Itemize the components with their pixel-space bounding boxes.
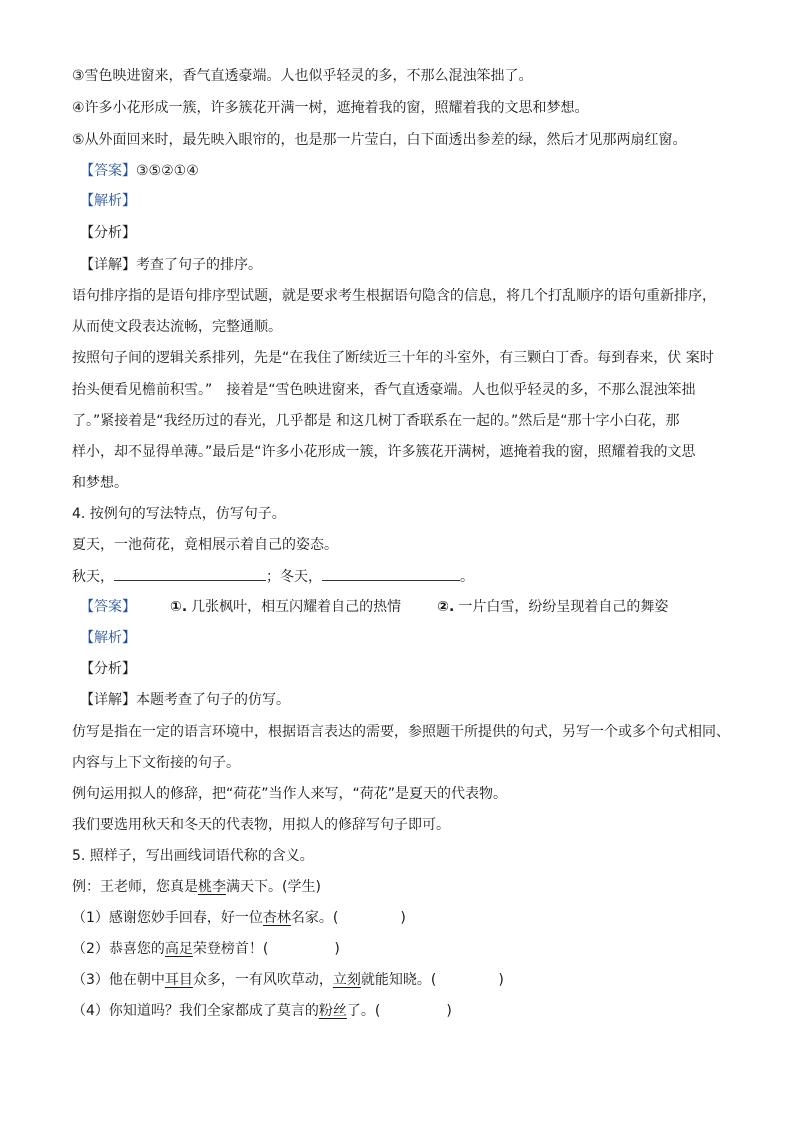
q4-blanks (72, 566, 474, 587)
q4-p1-line2: 内容与上下文衔接的句子。 (72, 755, 240, 771)
blank-autumn-label: 秋天， (72, 569, 114, 585)
detail-text: 本题考查了句子的仿写。 (136, 692, 290, 708)
item1-close: ) (400, 910, 406, 926)
answer1-number: ①. (170, 599, 188, 615)
example-post: 满天下。(学生) (226, 879, 321, 895)
blank-winter-line[interactable] (322, 566, 460, 581)
q3-detail (80, 255, 262, 275)
q3-p1-line1: 语句排序指的是语句排序型试题，就是要求考生根据语句隐含的信息，将几个打乱顺序的语句重新排序， (72, 288, 716, 304)
q4-p3: 我们要选用秋天和冬天的代表物，用拟人的修辞写句子即可。 (72, 817, 450, 833)
example-underlined: 桃李 (198, 879, 226, 895)
detail-tag: 【详解】 (80, 692, 136, 708)
blank-winter-label: ；冬天， (266, 569, 322, 585)
item3-mid: 众多，一有风吹草动， (192, 972, 333, 988)
item4-underlined: 粉丝 (318, 1003, 347, 1019)
item3-post: 就能知晓。( (360, 972, 437, 988)
q4-answer (80, 597, 668, 617)
item4-post: 了。( (346, 1003, 381, 1019)
q3-p2-line2: 抬头便看见檐前积雪。” 接着是“雪色映进窗来，香气直透豪端。人也似乎轻灵的多，不那么混浊笨拙 (72, 382, 696, 398)
detail-tag: 【详解】 (80, 257, 136, 273)
answer-tag: 【答案】 (80, 163, 136, 179)
q3-p2-line4: 样小，却不显得单薄。”最后是“许多小花形成一簇，许多簇花开满树，遮掩着我的窗，照耀着我的文思 (72, 444, 696, 460)
item4-pre: （4）你知道吗？我们全家都成了莫言的 (72, 1003, 319, 1019)
q3-p2-line3: 了。”紧接着是“我经历过的春光，几乎都是 和这几树丁香联系在一起的。”然后是“那十字小白花，那 (72, 413, 680, 429)
item3-underlined-2: 立刻 (332, 972, 361, 988)
item1-underlined: 杏林 (262, 910, 291, 926)
option-4: ④许多小花形成一簇，许多簇花开满一树，遮掩着我的窗，照耀着我的文思和梦想。 (72, 100, 589, 116)
item4-close: ) (446, 1003, 452, 1019)
item3-underlined: 耳目 (164, 972, 193, 988)
answer2-number: ②. (437, 599, 455, 615)
item2-pre: （2）恭喜您的 (72, 941, 165, 957)
item2-post: 荣登榜首！( (192, 941, 269, 957)
q4-example: 夏天，一池荷花，竟相展示着自己的姿态。 (72, 537, 338, 553)
q4-analysis-tag: 【解析】 (80, 630, 136, 646)
q4-fenxi-tag: 【分析】 (80, 661, 136, 677)
item2-underlined: 高足 (164, 941, 193, 957)
example-pre: 例：王老师，您真是 (72, 879, 198, 895)
answer1-text: 几张枫叶，相互闪耀着自己的热情 (191, 599, 402, 615)
q4-title: 4. 按例句的写法特点，仿写句子。 (72, 506, 286, 522)
item2-close: ) (334, 941, 340, 957)
answer-text: ③⑤②①④ (136, 163, 199, 179)
q5-item-3 (72, 970, 504, 990)
q5-item-1 (72, 908, 406, 928)
q5-example (72, 877, 321, 897)
q4-detail (80, 690, 290, 710)
item3-pre: （3）他在朝中 (72, 972, 165, 988)
detail-text: 考查了句子的排序。 (136, 257, 262, 273)
blank-end: 。 (460, 569, 474, 585)
q5-item-2 (72, 939, 340, 959)
q3-analysis-tag: 【解析】 (80, 193, 136, 209)
q4-p1-line1: 仿写是指在一定的语言环境中，根据语言表达的需要，参照题干所提供的句式，另写一个或多个句式相同、 (72, 724, 730, 740)
answer2-text: 一片白雪，纷纷呈现着自己的舞姿 (458, 599, 669, 615)
blank-autumn-line[interactable] (114, 566, 266, 581)
item3-close: ) (498, 972, 504, 988)
option-3: ③雪色映进窗来，香气直透豪端。人也似乎轻灵的多，不那么混浊笨拙了。 (72, 68, 533, 84)
q3-answer (80, 161, 199, 181)
option-5: ⑤从外面回来时，最先映入眼帘的，也是那一片莹白，白下面透出参差的绿，然后才见那两扇红窗。 (72, 132, 687, 148)
q3-p1-line2: 从而使文段表达流畅，完整通顺。 (72, 319, 282, 335)
q3-fenxi-tag: 【分析】 (80, 225, 136, 241)
q5-item-4 (72, 1001, 452, 1021)
answer-tag: 【答案】 (80, 599, 136, 615)
q4-p2: 例句运用拟人的修辞，把“荷花”当作人来写，“荷花”是夏天的代表物。 (72, 786, 508, 802)
q3-p2-line5: 和梦想。 (72, 475, 128, 491)
q5-title: 5. 照样子，写出画线词语代称的含义。 (72, 848, 314, 864)
q3-p2-line1: 按照句子间的逻辑关系排列，先是“在我住了断续近三十年的斗室外，有三颗白丁香。每到春来，伏 案时 (72, 350, 714, 366)
item1-pre: （1）感谢您妙手回春，好一位 (72, 910, 263, 926)
item1-post: 名家。( (290, 910, 339, 926)
